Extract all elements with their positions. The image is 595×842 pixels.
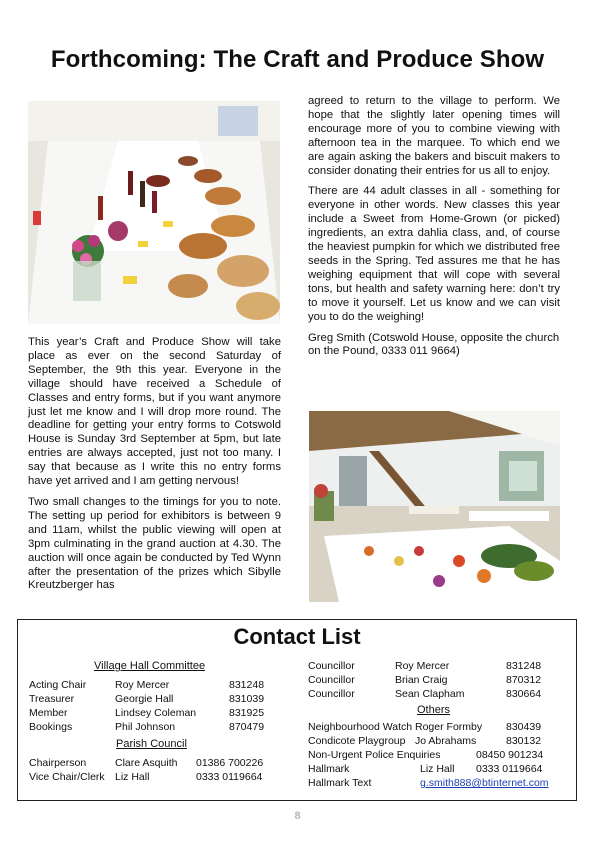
article-paragraph: Two small changes to the timings for you to note. The setting up period for exhibitors is between 9 and 11am, whilst the public viewing will open at 3pm culminating in the grand auction at 4.30. The auction will once again be conducted by Ted Wynn after the presentation of the prizes which Sibylle Kreutzberger has [28, 495, 281, 592]
village-hall-exhibits-photo [309, 411, 560, 602]
contact-phone: 0333 0119664 [196, 771, 263, 783]
contact-name: Georgie Hall [115, 693, 174, 705]
article-left-column [28, 336, 281, 600]
contact-list-title: Contact List [233, 624, 361, 649]
article-right-column [308, 95, 560, 366]
contact-name: Liz Hall [115, 771, 150, 783]
contact-name: Phil Johnson [115, 721, 176, 733]
contact-role: Hallmark [308, 763, 350, 775]
contact-phone: 831039 [229, 693, 265, 705]
contact-role: Councillor [308, 674, 355, 686]
contact-role: Acting Chair [29, 679, 87, 691]
page-title: Forthcoming: The Craft and Produce Show [50, 46, 545, 73]
contact-phone: 831925 [229, 707, 265, 719]
article-paragraph: This year’s Craft and Produce Show will take place as ever on the second Saturday of September, the 9th this year. Everyone in the village should have received a Schedule of Classes and entry forms, but if you want anymore just let me know and I will drop more round. The deadline for getting your entry forms to Cotswold House is Sunday 3rd September at 5pm, but late entries are always accepted, just not too many. I say that because as I write this no entry forms have yet arrived and I am getting nervous! [28, 336, 281, 488]
contact-phone: 01386 700226 [196, 757, 264, 769]
contact-role: Bookings [29, 721, 73, 733]
contact-name: Sean Clapham [395, 688, 465, 700]
contact-name: Liz Hall [420, 763, 455, 775]
contact-role: Non-Urgent Police Enquiries [308, 749, 441, 761]
contact-name: Roy Mercer [115, 679, 170, 691]
article-paragraph: agreed to return to the village to perform. We hope that the slightly later opening times will encourage more of you to combine viewing with afternoon tea in the marquee. To which end we are again asking the bakers and biscuit makers to consider donating their entries for us all to enjoy. [308, 95, 560, 177]
page-number: 8 [294, 810, 301, 822]
contact-role: Vice Chair/Clerk [29, 771, 105, 783]
article-paragraph: There are 44 adult classes in all - something for everyone in other words. New classes this year include a Sweet from Home-Grown (or picked) ingredients, an extra dahlia class, and, of course the heaviest pumpkin for which we distributed free seeds in the Spring. Ted assures me that he has weighing equipment that will cope with several tons, but health and safety warning here: don’t try to move it yourself. Let us know and we can visit you to do the weighing! [308, 185, 560, 323]
produce-tables-photo [28, 101, 280, 324]
article-signature: Greg Smith (Cotswold House, opposite the church on the Pound, 0333 011 9664) [308, 331, 560, 358]
contact-phone: 831248 [506, 660, 542, 672]
contact-phone: 830664 [506, 688, 542, 700]
contact-phone: 0333 0119664 [476, 763, 543, 775]
contact-phone: 870479 [229, 721, 265, 733]
contact-role: Treasurer [29, 693, 75, 705]
contact-role: Councillor [308, 660, 355, 672]
contact-role: Chairperson [29, 757, 87, 769]
contact-name: Brian Craig [395, 674, 448, 686]
contact-role: Condicote Playgroup [308, 735, 406, 747]
contact-role: Hallmark Text [308, 777, 372, 789]
contact-phone: 08450 901234 [476, 749, 544, 761]
contact-phone: 870312 [506, 674, 542, 686]
contact-name: Jo Abrahams [415, 735, 477, 747]
others-heading: Others [417, 704, 451, 716]
contact-phone: 831248 [229, 679, 265, 691]
contact-phone: 830439 [506, 721, 542, 733]
contact-list-box [17, 619, 577, 801]
contact-name: Clare Asquith [115, 757, 178, 769]
contact-role: Councillor [308, 688, 355, 700]
contact-name: Roy Mercer [395, 660, 450, 672]
parish-council-heading: Parish Council [116, 738, 187, 750]
contact-role: Neighbourhood Watch Roger Formby [308, 721, 483, 733]
contact-name: Lindsey Coleman [115, 707, 197, 719]
email-link[interactable]: g.smith888@btinternet.com [420, 777, 549, 789]
contact-role: Member [29, 707, 68, 719]
contact-phone: 830132 [506, 735, 542, 747]
village-hall-heading: Village Hall Committee [94, 660, 206, 672]
